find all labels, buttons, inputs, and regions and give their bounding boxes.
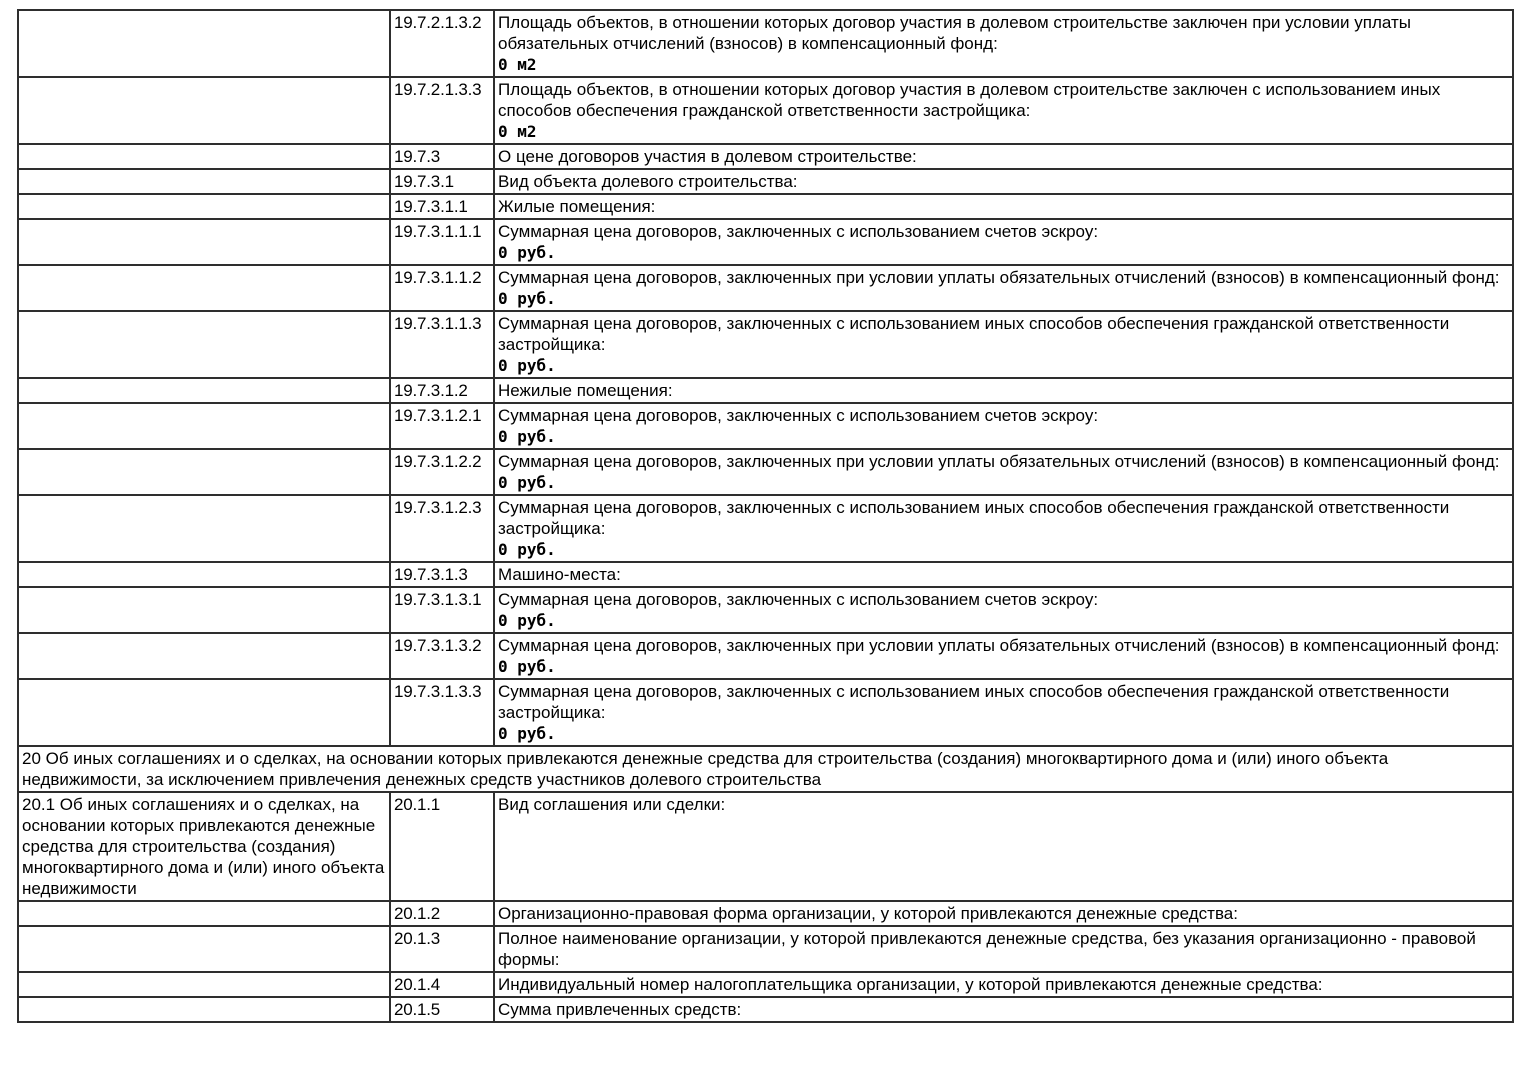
- table-row: [18, 926, 1513, 972]
- table-row: [18, 169, 1513, 194]
- table-row: [18, 679, 1513, 746]
- col-description-cell: [18, 10, 390, 77]
- col-description-cell: [18, 926, 390, 972]
- col-number-cell: 19.7.2.1.3.2: [390, 10, 494, 77]
- col-content-cell: [494, 311, 1513, 378]
- table-row: [18, 77, 1513, 144]
- field-value: 0 руб.: [498, 657, 556, 676]
- col-content-cell: [494, 562, 1513, 587]
- col-number-cell: 20.1.2: [390, 901, 494, 926]
- col-content-cell: [494, 219, 1513, 265]
- field-label: Организационно-правовая форма организации, у которой привлекаются денежные средства:: [498, 904, 1238, 923]
- field-label: Суммарная цена договоров, заключенных с использованием иных способов обеспечения гражданской ответственности застройщика:: [498, 314, 1450, 354]
- col-number-cell: 19.7.3.1.2.1: [390, 403, 494, 449]
- col-content-cell: [494, 901, 1513, 926]
- col-description-cell: [18, 265, 390, 311]
- table-row: [18, 792, 1513, 901]
- field-value: 0 руб.: [498, 473, 556, 492]
- field-label: Суммарная цена договоров, заключенных при условии уплаты обязательных отчислений (взносов) в компенсационный фонд:: [498, 268, 1500, 287]
- field-label: Вид объекта долевого строительства:: [498, 172, 798, 191]
- col-description-cell: [18, 679, 390, 746]
- field-label: Сумма привлеченных средств:: [498, 1000, 742, 1019]
- section-header-row: [18, 746, 1513, 792]
- field-value: 0 руб.: [498, 289, 556, 308]
- col-number-cell: 19.7.3.1: [390, 169, 494, 194]
- col-description-cell: [18, 194, 390, 219]
- field-label: Машино-места:: [498, 565, 621, 584]
- col-content-cell: [494, 997, 1513, 1022]
- col-number-cell: 19.7.3.1.1.2: [390, 265, 494, 311]
- col-number-cell: 20.1.4: [390, 972, 494, 997]
- col-description-cell: [18, 219, 390, 265]
- col-content-cell: [494, 265, 1513, 311]
- col-number-cell: 19.7.3.1.1.3: [390, 311, 494, 378]
- field-label: Площадь объектов, в отношении которых договор участия в долевом строительстве заключен при условии уплаты обязательных отчислений (взносов) в компенсационный фонд:: [498, 13, 1411, 53]
- col-content-cell: [494, 77, 1513, 144]
- col-content-cell: [494, 972, 1513, 997]
- field-label: Вид соглашения или сделки:: [498, 795, 726, 814]
- field-value: 0 руб.: [498, 356, 556, 375]
- col-content-cell: [494, 926, 1513, 972]
- col-content-cell: [494, 378, 1513, 403]
- field-label: Суммарная цена договоров, заключенных при условии уплаты обязательных отчислений (взносов) в компенсационный фонд:: [498, 636, 1500, 655]
- col-description-cell: [18, 495, 390, 562]
- col-number-cell: 19.7.2.1.3.3: [390, 77, 494, 144]
- table-row: [18, 495, 1513, 562]
- col-number-cell: 20.1.3: [390, 926, 494, 972]
- field-value: 0 руб.: [498, 427, 556, 446]
- table-row: [18, 449, 1513, 495]
- field-label: Суммарная цена договоров, заключенных при условии уплаты обязательных отчислений (взносов) в компенсационный фонд:: [498, 452, 1500, 471]
- table-row: [18, 378, 1513, 403]
- col-number-cell: 19.7.3.1.3: [390, 562, 494, 587]
- col-description-cell: [18, 169, 390, 194]
- col-description-cell: [18, 901, 390, 926]
- col-number-cell: 19.7.3.1.2: [390, 378, 494, 403]
- field-value: 0 руб.: [498, 724, 556, 743]
- col-number-cell: 19.7.3.1.3.3: [390, 679, 494, 746]
- field-label: Жилые помещения:: [498, 197, 656, 216]
- field-label: Площадь объектов, в отношении которых договор участия в долевом строительстве заключен с использованием иных способов обеспечения гражданской ответственности застройщика:: [498, 80, 1441, 120]
- col-description-cell: 20.1 Об иных соглашениях и о сделках, на основании которых привлекаются денежные средства для строительства (создания) многоквартирного дома и (или) иного объекта недвижимости: [18, 792, 390, 901]
- field-label: Суммарная цена договоров, заключенных с использованием счетов эскроу:: [498, 590, 1099, 609]
- col-number-cell: 19.7.3.1.2.2: [390, 449, 494, 495]
- col-description-cell: [18, 403, 390, 449]
- field-value: 0 м2: [498, 55, 537, 74]
- col-number-cell: 19.7.3.1.1: [390, 194, 494, 219]
- field-value: 0 руб.: [498, 243, 556, 262]
- col-content-cell: [494, 194, 1513, 219]
- field-label: Суммарная цена договоров, заключенных с использованием иных способов обеспечения гражданской ответственности застройщика:: [498, 682, 1450, 722]
- col-content-cell: [494, 449, 1513, 495]
- table-row: [18, 901, 1513, 926]
- col-content-cell: [494, 792, 1513, 901]
- col-number-cell: 19.7.3.1.3.2: [390, 633, 494, 679]
- field-label: Нежилые помещения:: [498, 381, 673, 400]
- table-row: [18, 972, 1513, 997]
- col-number-cell: 19.7.3: [390, 144, 494, 169]
- col-description-cell: [18, 562, 390, 587]
- col-description-cell: [18, 311, 390, 378]
- col-number-cell: 19.7.3.1.1.1: [390, 219, 494, 265]
- table-row: [18, 311, 1513, 378]
- col-number-cell: 19.7.3.1.3.1: [390, 587, 494, 633]
- col-number-cell: 19.7.3.1.2.3: [390, 495, 494, 562]
- field-value: 0 руб.: [498, 540, 556, 559]
- declaration-table: [17, 9, 1514, 1023]
- table-row: [18, 144, 1513, 169]
- col-description-cell: [18, 77, 390, 144]
- table-row: [18, 587, 1513, 633]
- field-label: О цене договоров участия в долевом строительстве:: [498, 147, 917, 166]
- col-number-cell: 20.1.1: [390, 792, 494, 901]
- col-description-cell: [18, 587, 390, 633]
- table-row: [18, 403, 1513, 449]
- field-label: Полное наименование организации, у которой привлекаются денежные средства, без указания организационно - правовой формы:: [498, 929, 1476, 969]
- col-description-cell: [18, 378, 390, 403]
- field-value: 0 руб.: [498, 611, 556, 630]
- col-description-cell: [18, 449, 390, 495]
- col-description-cell: [18, 144, 390, 169]
- field-label: Индивидуальный номер налогоплательщика организации, у которой привлекаются денежные средства:: [498, 975, 1323, 994]
- table-row: [18, 633, 1513, 679]
- table-row: [18, 194, 1513, 219]
- col-number-cell: 20.1.5: [390, 997, 494, 1022]
- col-content-cell: [494, 169, 1513, 194]
- table-row: [18, 562, 1513, 587]
- field-label: Суммарная цена договоров, заключенных с использованием иных способов обеспечения гражданской ответственности застройщика:: [498, 498, 1450, 538]
- col-content-cell: [494, 403, 1513, 449]
- col-content-cell: [494, 10, 1513, 77]
- col-content-cell: [494, 495, 1513, 562]
- table-row: [18, 265, 1513, 311]
- table-row: [18, 997, 1513, 1022]
- col-description-cell: [18, 972, 390, 997]
- field-value: 0 м2: [498, 122, 537, 141]
- col-content-cell: [494, 587, 1513, 633]
- col-description-cell: [18, 997, 390, 1022]
- table-row: [18, 219, 1513, 265]
- field-label: Суммарная цена договоров, заключенных с использованием счетов эскроу:: [498, 406, 1099, 425]
- section-20-header: 20 Об иных соглашениях и о сделках, на основании которых привлекаются денежные средства для строительства (создания) многоквартирного дома и (или) иного объекта недвижимости, за исключением привлечения денежных средств участников долевого строительства: [18, 746, 1513, 792]
- field-label: Суммарная цена договоров, заключенных с использованием счетов эскроу:: [498, 222, 1099, 241]
- table-row: [18, 10, 1513, 77]
- col-content-cell: [494, 144, 1513, 169]
- col-description-cell: [18, 633, 390, 679]
- col-content-cell: [494, 679, 1513, 746]
- col-content-cell: [494, 633, 1513, 679]
